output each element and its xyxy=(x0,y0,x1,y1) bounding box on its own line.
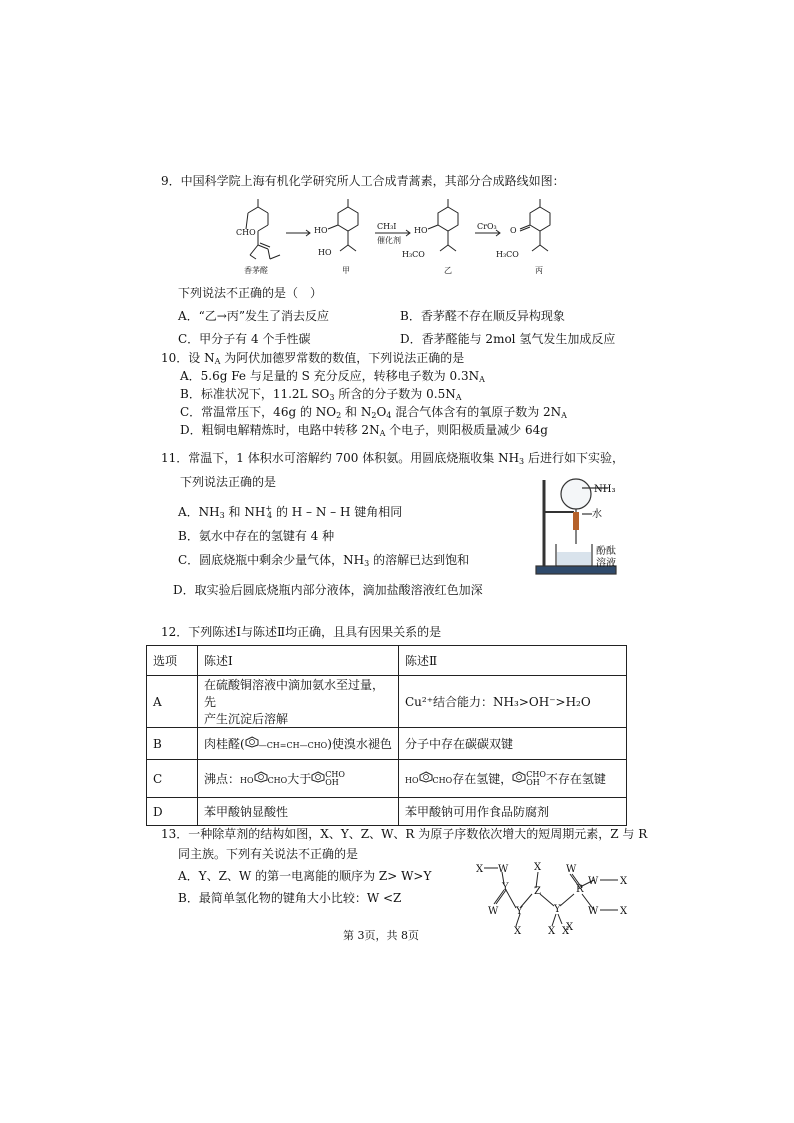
q12-stem: 12．下列陈述Ⅰ与陈述Ⅱ均正确，且具有因果关系的是 xyxy=(161,625,442,639)
q9-option-c[interactable]: C．甲分子有 4 个手性碳 xyxy=(178,332,311,346)
q11-option-b[interactable]: B．氨水中存在的氢键有 4 种 xyxy=(178,529,335,543)
label-bing: 丙 xyxy=(535,266,543,275)
q9-prompt: 下列说法不正确的是（ ） xyxy=(178,286,323,300)
q10-option-b[interactable]: B．标准状况下，11.2L $SO_3$ 所含的分子数为 $0.5N_A$ xyxy=(180,387,462,402)
svg-text:W: W xyxy=(588,906,599,917)
q10-option-c[interactable]: C．常温常压下，46g 的 $NO_2$ 和 $N_2O_4$ 混合气体含有的氧原子数为 $2N_A$ xyxy=(180,405,567,420)
svg-text:X: X xyxy=(620,876,628,887)
q9-synthesis-scheme xyxy=(230,193,570,283)
table-row: B 肉桂醛( —CH=CH—CHO)使溴水褪色 分子中存在碳碳双键 xyxy=(147,728,627,760)
table-row: A 在硫酸铜溶液中滴加氨水至过量，先 产生沉淀后溶解 Cu²⁺结合能力：NH₃>OH⁻>H₂O xyxy=(147,676,627,728)
q11-stem: 11．常温下，1 体积水可溶解约 700 体积氨。用圆底烧瓶收集 $NH_3$ 后进行如下实验， xyxy=(161,451,624,466)
q11-prompt: 下列说法正确的是 xyxy=(180,475,277,489)
svg-text:W: W xyxy=(588,876,599,887)
label-xiangmaoquan: 香茅醛 xyxy=(244,266,268,275)
benzene-ring-icon xyxy=(311,771,325,783)
q10-option-d[interactable]: D．粗铜电解精炼时，电路中转移 $2N_A$ 个电子，则阳极质量减少 64g xyxy=(180,423,548,438)
q11-option-c[interactable]: C．圆底烧瓶中剩余少量气体，$NH_3$ 的溶解已达到饱和 xyxy=(178,553,470,568)
svg-text:X: X xyxy=(620,906,628,917)
q11-option-a[interactable]: A．$NH_3$ 和 $NH^+_4$ 的 H – N – H 键角相同 xyxy=(178,504,403,520)
svg-text:X: X xyxy=(562,926,570,937)
svg-text:X: X xyxy=(566,922,574,933)
q9-option-a[interactable]: A．“乙→丙”发生了消去反应 xyxy=(178,309,329,323)
q13-option-a[interactable]: A．Y、Z、W 的第一电离能的顺序为 Z> W>Y xyxy=(178,869,432,883)
benzene-ring-icon xyxy=(245,736,259,748)
q9-stem: 9．中国科学院上海有机化学研究所人工合成青蒿素，其部分合成路线如图： xyxy=(161,174,565,188)
svg-text:酚酞: 酚酞 xyxy=(596,546,616,557)
ho-group: HO xyxy=(314,226,328,235)
header-statement-1: 陈述Ⅰ xyxy=(198,646,399,676)
table-header-row xyxy=(147,646,627,676)
svg-text:O: O xyxy=(510,226,517,235)
q11-option-d[interactable]: D．取实验后圆底烧瓶内部分液体，滴加盐酸溶液红色加深 xyxy=(173,583,483,597)
benzene-ring-icon xyxy=(419,771,433,783)
page-footer: 第 3页，共 8页 xyxy=(343,929,419,942)
q12-table xyxy=(146,645,627,826)
label-yi: 乙 xyxy=(444,266,452,275)
svg-text:Z: Z xyxy=(534,886,541,897)
svg-text:W: W xyxy=(488,906,499,917)
svg-text:W: W xyxy=(498,864,509,875)
q11-apparatus-figure xyxy=(530,470,640,580)
svg-text:Y: Y xyxy=(554,904,561,915)
svg-text:Y: Y xyxy=(516,906,523,917)
q13-stem-2: 同主族。下列有关说法不正确的是 xyxy=(178,847,359,861)
table-row: C 沸点：HO CHO大于 CHO OH HO CHO存在氢键， CHO OH 不存在氢键 xyxy=(147,760,627,798)
reagent1: CH₃I xyxy=(377,222,397,231)
q13-option-b[interactable]: B．最简单氢化物的键角大小比较：W <Z xyxy=(178,891,402,905)
svg-text:HO: HO xyxy=(414,226,428,235)
svg-text:Y: Y xyxy=(502,882,509,893)
header-option: 选项 xyxy=(147,646,198,676)
q13-stem: 13．一种除草剂的结构如图，X、Y、Z、W、R 为原子序数依次增大的短周期元素，Z 与 R xyxy=(161,827,648,841)
reagent2: CrO₃ xyxy=(477,222,497,231)
q9-option-b[interactable]: B．香茅醛不存在顺反异构现象 xyxy=(400,309,565,323)
q9-option-d[interactable]: D．香茅醛能与 2mol 氢气发生加成反应 xyxy=(400,332,616,346)
cho-group: CHO xyxy=(236,228,256,237)
svg-text:R: R xyxy=(576,884,584,895)
benzene-ring-icon xyxy=(512,771,526,783)
svg-text:溶液: 溶液 xyxy=(596,558,616,569)
q13-structure-figure xyxy=(470,860,630,940)
header-statement-2: 陈述Ⅱ xyxy=(399,646,627,676)
svg-text:X: X xyxy=(534,862,542,873)
svg-text:X: X xyxy=(514,926,522,937)
svg-text:催化剂: 催化剂 xyxy=(377,236,401,245)
q10-option-a[interactable]: A．5.6g Fe 与足量的 S 充分反应，转移电子数为 $0.3N_A$ xyxy=(180,369,485,384)
svg-text:NH₃: NH₃ xyxy=(594,484,616,495)
svg-text:HO: HO xyxy=(318,248,332,257)
label-jia: 甲 xyxy=(342,266,350,275)
benzene-ring-icon xyxy=(254,771,268,783)
svg-text:X: X xyxy=(476,864,484,875)
svg-text:水: 水 xyxy=(592,509,602,520)
svg-text:H₃CO: H₃CO xyxy=(402,250,425,259)
svg-text:W: W xyxy=(566,864,577,875)
svg-text:H₃CO: H₃CO xyxy=(496,250,519,259)
q10-stem: 10．设 $N_A$ 为阿伏加德罗常数的数值，下列说法正确的是 xyxy=(161,351,465,366)
svg-text:X: X xyxy=(548,926,556,937)
table-row: D 苯甲酸钠显酸性 苯甲酸钠可用作食品防腐剂 xyxy=(147,798,627,826)
